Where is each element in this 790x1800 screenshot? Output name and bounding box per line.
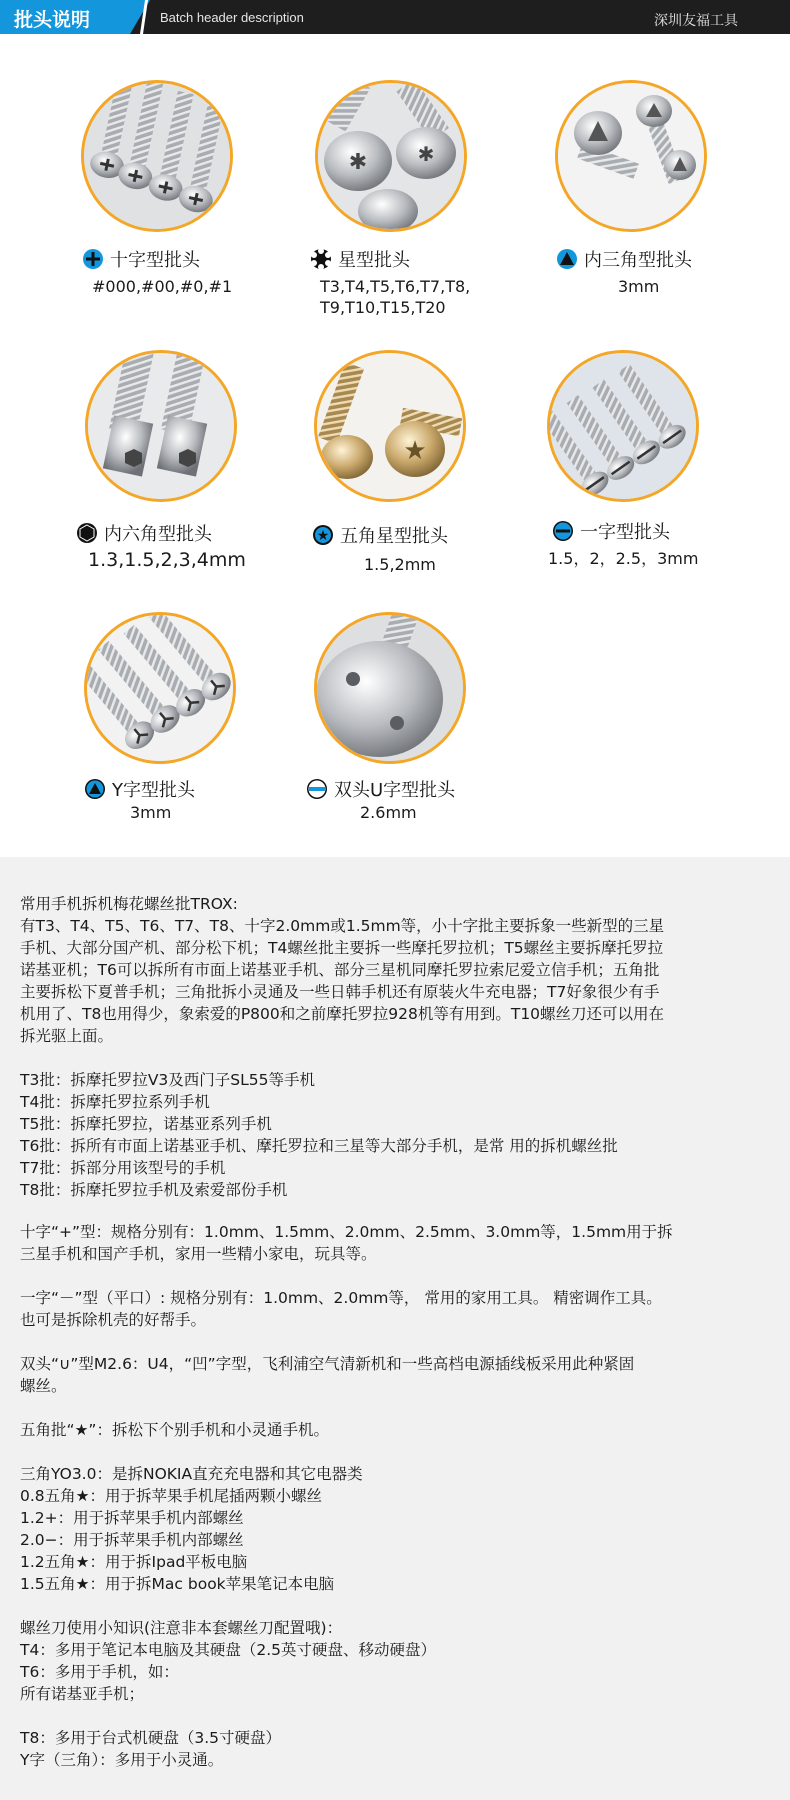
- note-line: 三星手机和国产手机，家用一些精小家电，玩具等。: [20, 1245, 377, 1263]
- bit-spec: 1.5,2mm: [364, 555, 436, 574]
- note-line: T6：多用于手机，如：: [20, 1663, 179, 1681]
- svg-text:✱: ✱: [417, 142, 435, 166]
- note-line: T8批：拆摩托罗拉手机及索爱部份手机: [20, 1181, 288, 1199]
- bit-spec: 3mm: [130, 803, 172, 822]
- tri-wing-icon: [84, 778, 106, 800]
- bit-spec: 2.6mm: [360, 803, 417, 822]
- bit-name: 内三角型批头: [584, 250, 692, 271]
- bit-spec: #000,#00,#0,#1: [92, 277, 233, 296]
- bit-name: 星型批头: [338, 250, 410, 271]
- u-spanner-screw-photo: [314, 612, 466, 764]
- note-line: 2.0−：用于拆苹果手机内部螺丝: [20, 1531, 244, 1549]
- note-line: 螺丝刀使用小知识(注意非本套螺丝刀配置哦)：: [20, 1619, 343, 1637]
- note-line: 拆光驱上面。: [20, 1027, 114, 1045]
- bit-spec: 1.3,1.5,2,3,4mm: [88, 549, 246, 571]
- bit-spec: 3mm: [618, 277, 660, 296]
- note-line: T3批：拆摩托罗拉V3及西门子SL55等手机: [20, 1071, 315, 1089]
- pentalobe-screw-photo: [314, 350, 466, 502]
- slotted-icon: [552, 520, 574, 542]
- note-line: 1.2+：用于拆苹果手机内部螺丝: [20, 1509, 244, 1527]
- bit-name: 十字型批头: [110, 250, 200, 271]
- note-line: T5批：拆摩托罗拉，诺基亚系列手机: [20, 1115, 272, 1133]
- note-line: T4批：拆摩托罗拉系列手机: [20, 1093, 210, 1111]
- note-line: Y字（三角）：多用于小灵通。: [20, 1751, 224, 1769]
- note-line: T6批：拆所有市面上诺基亚手机、摩托罗拉和三星等大部分手机，是常 用的拆机螺丝批: [20, 1137, 618, 1155]
- bit-spec: T9,T10,T15,T20: [320, 298, 446, 317]
- tri-wing-screw-photo: [84, 612, 236, 764]
- note-line: 五角批“★”：拆松下个别手机和小灵通手机。: [20, 1421, 329, 1439]
- page-title: 批头说明: [14, 9, 91, 31]
- note-line: 机用了、T8也用得少，象索爱的P800和之前摩托罗拉928机等有用到。T10螺丝刀还可以用在: [20, 1005, 665, 1023]
- brand-name: 深圳友福工具: [654, 13, 738, 29]
- bit-name: 双头U字型批头: [334, 780, 456, 801]
- torx-screw-photo: [315, 80, 467, 232]
- svg-text:★: ★: [403, 436, 427, 466]
- note-line: 也可是拆除机壳的好帮手。: [20, 1311, 207, 1329]
- phillips-cross-icon: [82, 248, 104, 270]
- slotted-screw-photo: [547, 350, 699, 502]
- triangle-screw-photo: [555, 80, 707, 232]
- note-line: 所有诺基亚手机；: [20, 1685, 145, 1703]
- note-line: 有T3、T4、T5、T6、T7、T8、十字2.0mm或1.5mm等，小十字批主要拆象一些新型的三星: [20, 917, 665, 935]
- torx-star-icon: [310, 248, 332, 270]
- note-line: 1.2五角★：用于拆Ipad平板电脑: [20, 1553, 248, 1571]
- note-line: 常用手机拆机梅花螺丝批TROX:: [20, 895, 238, 913]
- note-line: 0.8五角★：用于拆苹果手机尾插两颗小螺丝: [20, 1487, 323, 1505]
- hexagon-icon: [76, 522, 98, 544]
- note-line: 诺基亚机；T6可以拆所有市面上诺基亚手机、部分三星机同摩托罗拉索尼爱立信手机；五角批: [20, 961, 660, 979]
- note-line: 一字“－”型（平口）: 规格分别有：1.0mm、2.0mm等， 常用的家用工具。 精密调作工具。: [20, 1289, 662, 1307]
- bit-name: 一字型批头: [580, 522, 670, 543]
- notes-section: [0, 857, 790, 1800]
- pentalobe-star-icon: [312, 524, 334, 546]
- note-line: T8：多用于台式机硬盘（3.5寸硬盘）: [20, 1729, 281, 1747]
- note-line: 主要拆松下夏普手机；三角批拆小灵通及一些日韩手机还有原装火牛充电器；T7好象很少有手: [20, 983, 660, 1001]
- page-subtitle: Batch header description: [160, 10, 304, 25]
- note-line: T4：多用于笔记本电脑及其硬盘（2.5英寸硬盘、移动硬盘）: [20, 1641, 436, 1659]
- bit-name: Y字型批头: [112, 780, 195, 801]
- svg-text:★: ★: [316, 528, 330, 544]
- note-line: 三角YO3.0：是拆NOKIA直充充电器和其它电器类: [20, 1465, 363, 1483]
- note-line: 十字“+”型：规格分别有：1.0mm、1.5mm、2.0mm、2.5mm、3.0mm等，1.5mm用于拆: [20, 1223, 673, 1241]
- triangle-icon: [556, 248, 578, 270]
- bit-name: 五角星型批头: [340, 526, 448, 547]
- hex-screw-photo: [85, 350, 237, 502]
- bit-spec: 1.5，2，2.5，3mm: [548, 549, 699, 568]
- note-line: 手机、大部分国产机、部分松下机；T4螺丝批主要拆一些摩托罗拉机；T5螺丝主要拆摩托罗拉: [20, 939, 664, 957]
- phillips-screw-photo: [81, 80, 233, 232]
- bit-name: 内六角型批头: [104, 524, 212, 545]
- note-line: T7批：拆部分用该型号的手机: [20, 1159, 226, 1177]
- note-line: 1.5五角★：用于拆Mac book苹果笔记本电脑: [20, 1575, 335, 1593]
- u-spanner-icon: [306, 778, 328, 800]
- header-bar: [0, 0, 790, 34]
- note-line: 双头“∪”型M2.6：U4，“凹”字型，飞利浦空气清新机和一些高档电源插线板采用此种紧固: [20, 1355, 635, 1373]
- svg-text:✱: ✱: [348, 150, 368, 175]
- bit-spec: T3,T4,T5,T6,T7,T8,: [320, 277, 471, 296]
- note-line: 螺丝。: [20, 1377, 67, 1395]
